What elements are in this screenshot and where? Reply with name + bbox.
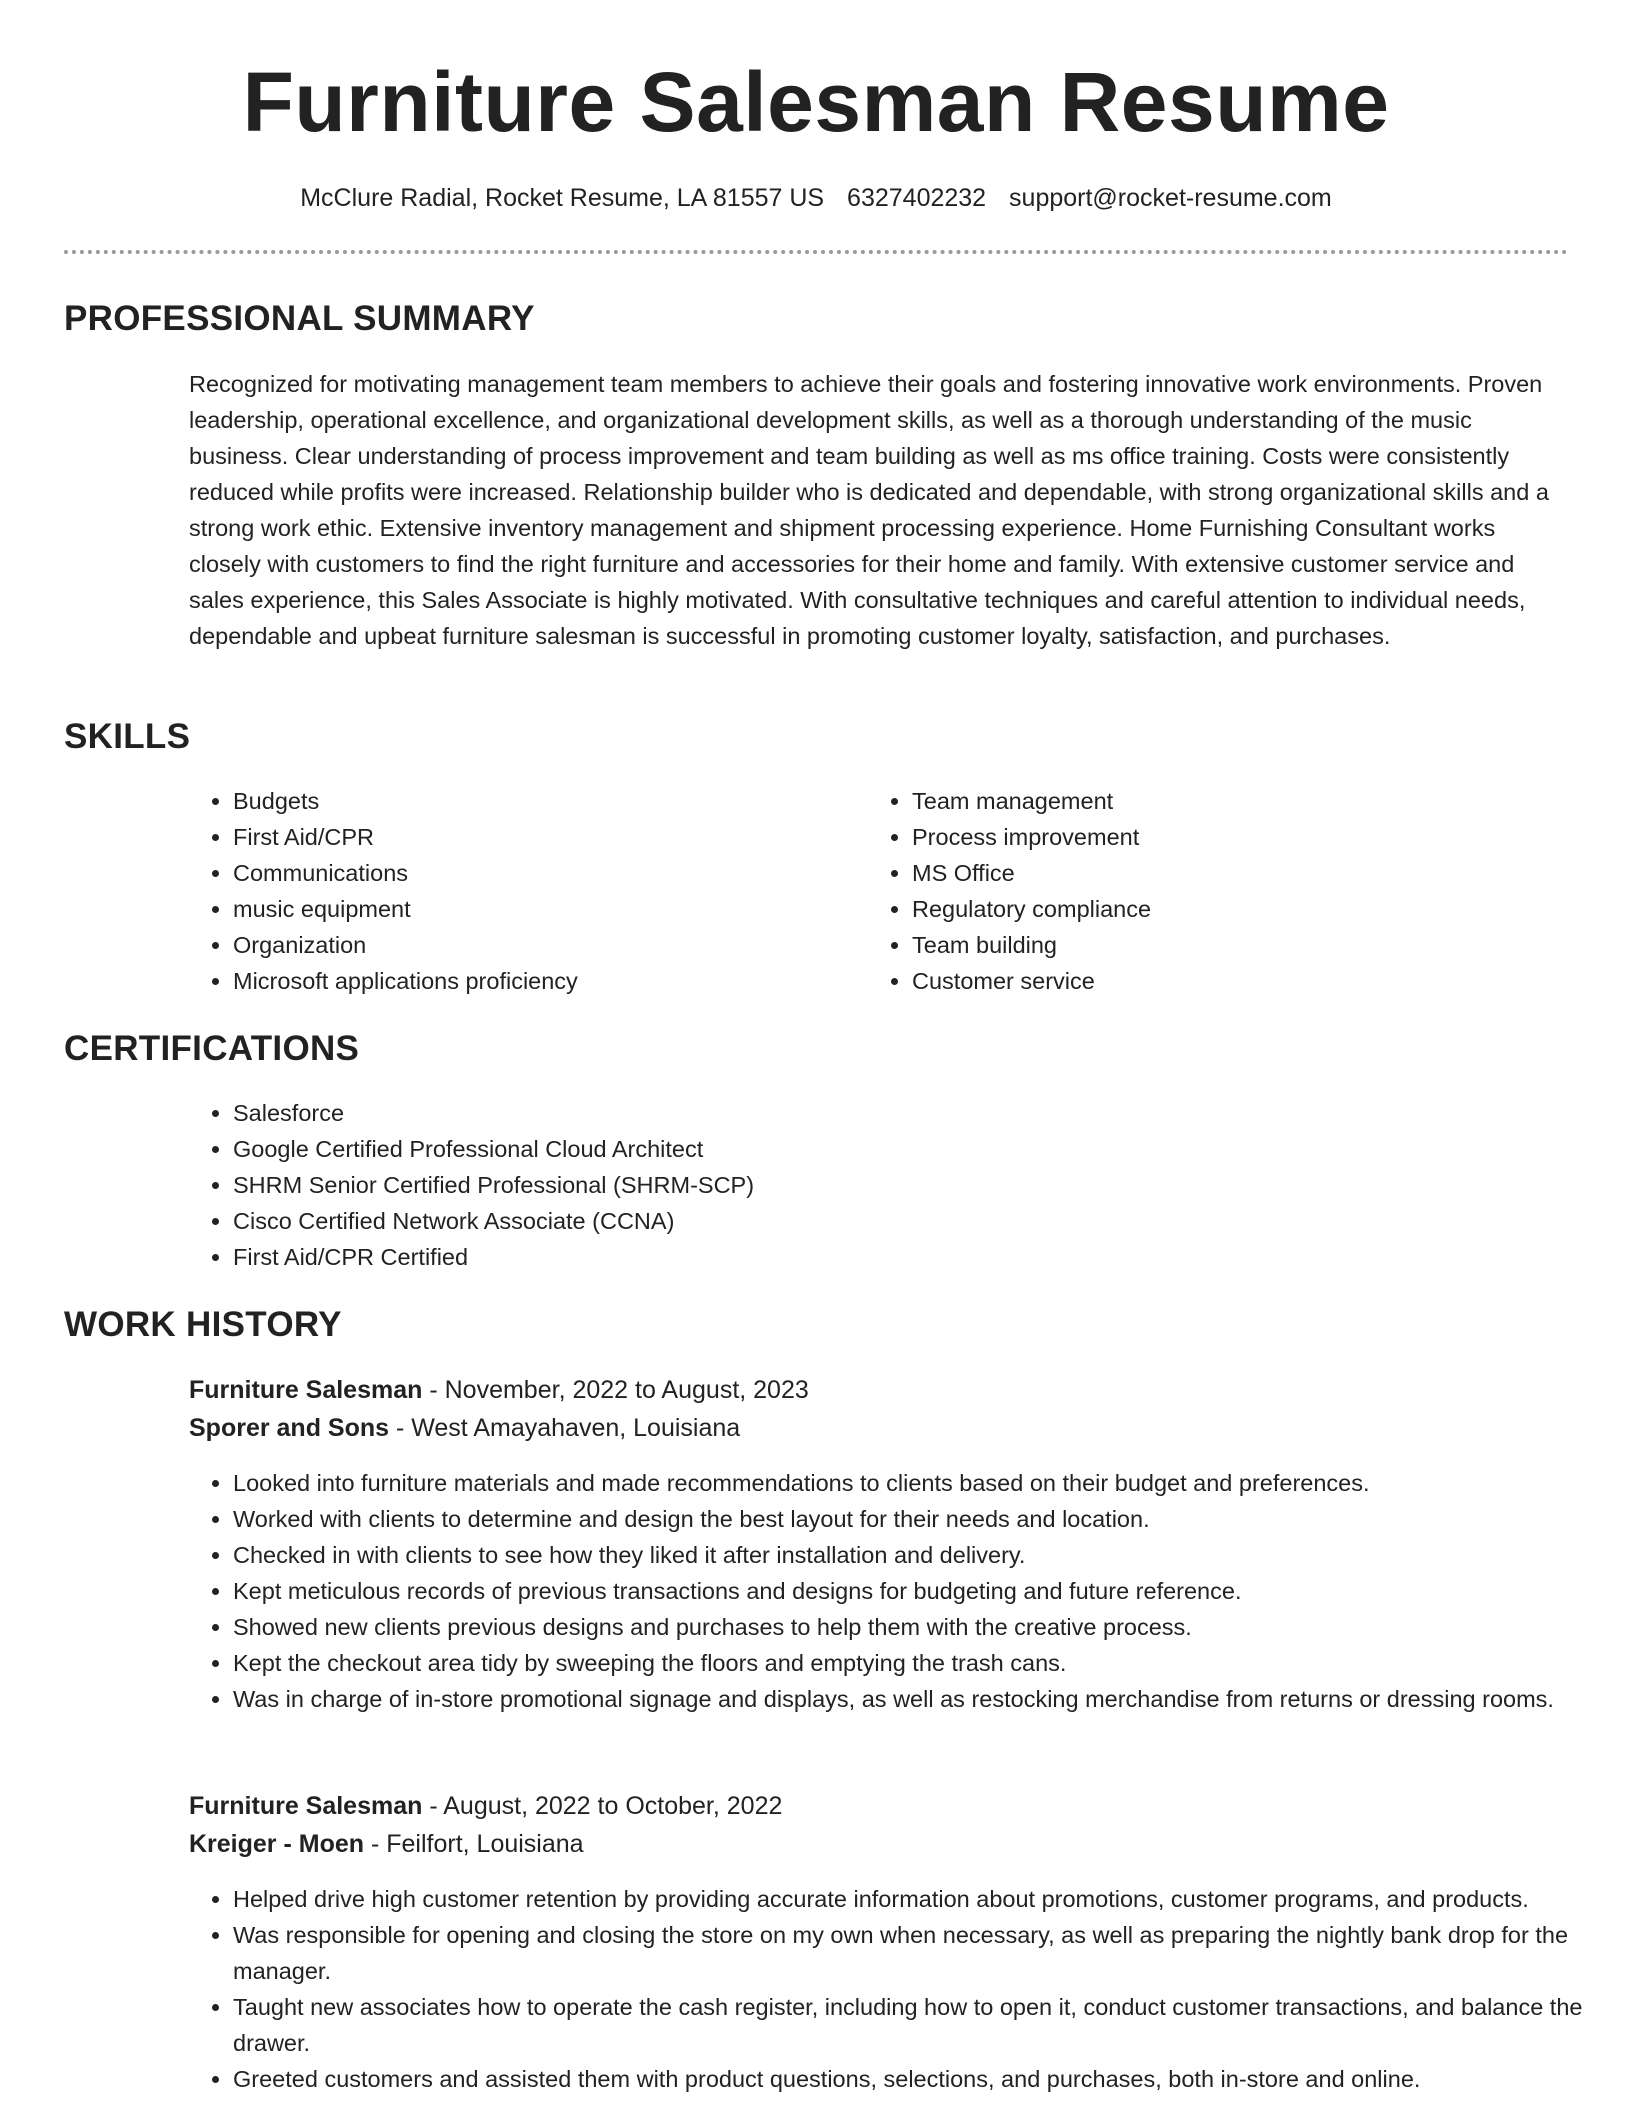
job-company: Sporer and Sons — [189, 1414, 390, 1442]
skill-item: • MS Office — [912, 855, 1552, 891]
address: McClure Radial, Rocket Resume, LA 81557 US — [300, 184, 825, 212]
skill-item: • Team management — [912, 783, 1552, 819]
job-title: Furniture Salesman — [189, 1376, 423, 1404]
job-bullet: • Helped drive high customer retention by providing accurate information about promotions, customer programs, and products. — [233, 1881, 1613, 1917]
skill-item: • music equipment — [233, 891, 853, 927]
certification-item: • Salesforce — [233, 1095, 1433, 1131]
job-location: - West Amayahaven, Louisiana — [389, 1414, 741, 1442]
job-bullets — [189, 1465, 1613, 1717]
skill-item: • Communications — [233, 855, 853, 891]
job-bullet: • Showed new clients previous designs and purchases to help them with the creative process. — [233, 1609, 1613, 1645]
certification-item: • First Aid/CPR Certified — [233, 1239, 1433, 1275]
section-heading-skills: SKILLS — [64, 717, 191, 756]
job-dates: - August, 2022 to October, 2022 — [422, 1792, 783, 1820]
job-title-line — [189, 1371, 809, 1409]
certification-item: • SHRM Senior Certified Professional (SHRM-SCP) — [233, 1167, 1433, 1203]
section-heading-certifications: CERTIFICATIONS — [64, 1029, 360, 1068]
section-heading-summary: PROFESSIONAL SUMMARY — [64, 299, 535, 338]
skill-item: • Process improvement — [912, 819, 1552, 855]
certification-item: • Google Certified Professional Cloud Architect — [233, 1131, 1433, 1167]
skill-item: • Team building — [912, 927, 1552, 963]
certification-item: • Cisco Certified Network Associate (CCNA) — [233, 1203, 1433, 1239]
job-bullet: • Was responsible for opening and closing the store on my own when necessary, as well as preparing the nightly bank drop for the manager. — [233, 1917, 1613, 1989]
contact-line — [0, 182, 1632, 215]
job-title: Furniture Salesman — [189, 1792, 423, 1820]
summary-text: Recognized for motivating management team members to achieve their goals and fostering innovative work environments. Proven leadership, operational excellence, and organizational development skills, as well as a thorough understanding of the music business. Clear understanding of process improvement and team building as well as ms office training. Costs were consistently reduced while profits were increased. Relationship builder who is dedicated and dependable, with strong organizational skills and a strong work ethic. Extensive inventory management and shipment processing experience. Home Furnishing Consultant works closely with customers to find the right furniture and accessories for their home and family. With extensive customer service and sales experience, this Sales Associate is highly motivated. With consultative techniques and careful attention to individual needs, dependable and upbeat furniture salesman is successful in promoting customer loyalty, satisfaction, and purchases. — [189, 371, 1549, 649]
job-bullet: • Was in charge of in-store promotional signage and displays, as well as restocking merchandise from returns or dressing rooms. — [233, 1681, 1613, 1717]
job-company: Kreiger - Moen — [189, 1830, 365, 1858]
header-divider — [64, 250, 1568, 254]
job-bullet: • Looked into furniture materials and made recommendations to clients based on their budget and preferences. — [233, 1465, 1613, 1501]
skills-list-right — [868, 783, 1552, 999]
job-bullets — [189, 1881, 1613, 2097]
job-bullet: • Greeted customers and assisted them with product questions, selections, and purchases, both in-store and online. — [233, 2061, 1613, 2097]
job-bullet: • Kept meticulous records of previous transactions and designs for budgeting and future reference. — [233, 1573, 1613, 1609]
job-company-line — [189, 1825, 584, 1863]
skill-item: • Microsoft applications proficiency — [233, 963, 853, 999]
job-dates: - November, 2022 to August, 2023 — [422, 1376, 809, 1404]
skill-item: • First Aid/CPR — [233, 819, 853, 855]
job-company-line — [189, 1409, 740, 1447]
job-bullet: • Kept the checkout area tidy by sweeping the floors and emptying the trash cans. — [233, 1645, 1613, 1681]
skill-item: • Organization — [233, 927, 853, 963]
skill-item: • Customer service — [912, 963, 1552, 999]
job-bullet: • Taught new associates how to operate the cash register, including how to open it, conduct customer transactions, and balance the drawer. — [233, 1989, 1613, 2061]
section-heading-work-history: WORK HISTORY — [64, 1305, 342, 1344]
job-location: - Feilfort, Louisiana — [364, 1830, 584, 1858]
certifications-list — [189, 1095, 1433, 1275]
phone: 6327402232 — [847, 184, 987, 212]
job-bullet: • Worked with clients to determine and design the best layout for their needs and location. — [233, 1501, 1613, 1537]
page-title: Furniture Salesman Resume — [242, 55, 1390, 149]
skill-item: • Regulatory compliance — [912, 891, 1552, 927]
job-bullet: • Checked in with clients to see how they liked it after installation and delivery. — [233, 1537, 1613, 1573]
skills-list-left — [189, 783, 853, 999]
skill-item: • Budgets — [233, 783, 853, 819]
job-title-line — [189, 1787, 782, 1825]
email: support@rocket-resume.com — [1009, 184, 1332, 212]
